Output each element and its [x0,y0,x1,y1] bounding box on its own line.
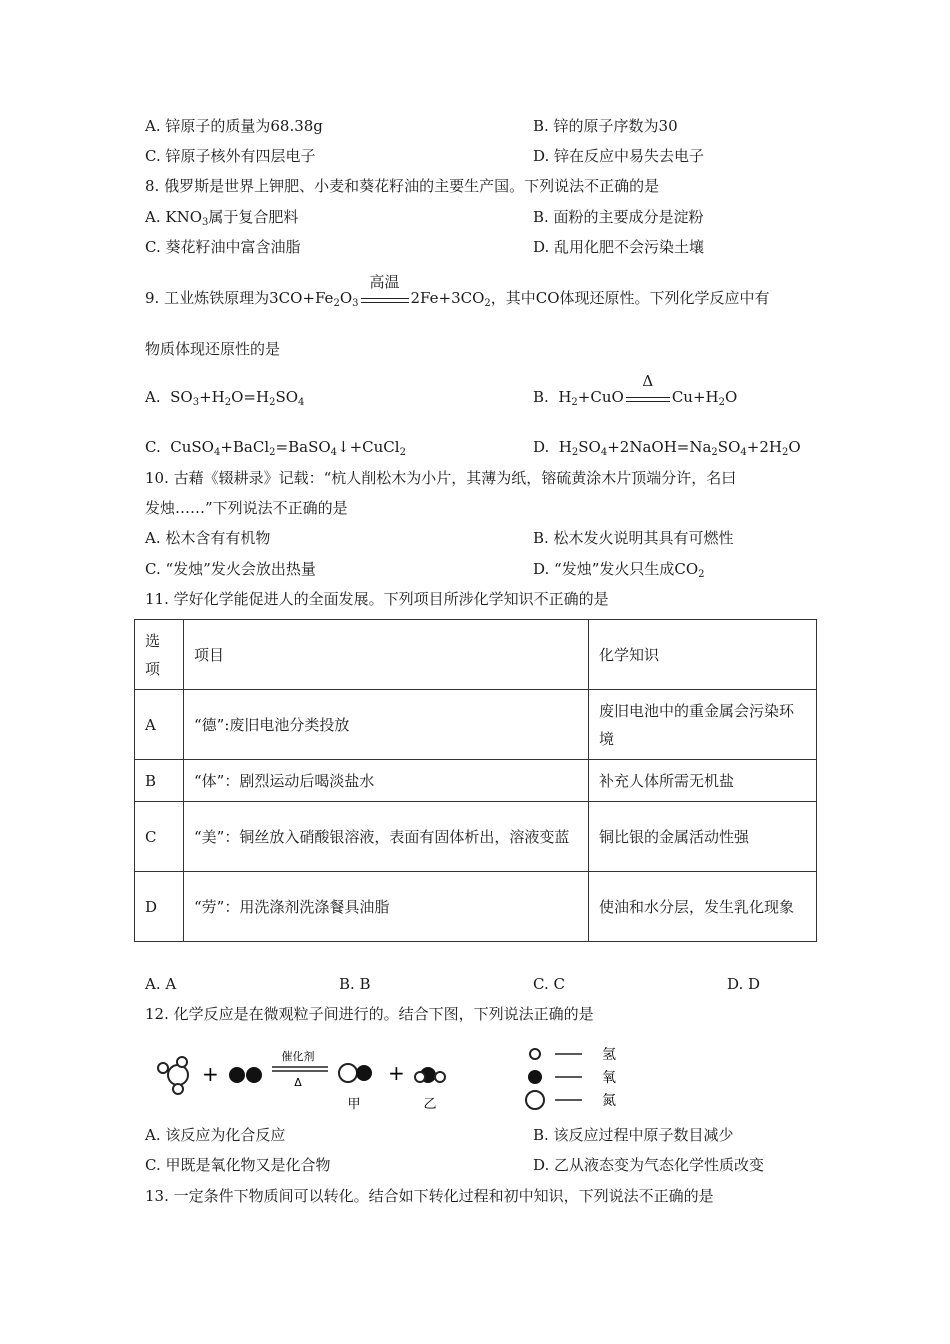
row-item: “美”：铜丝放入硝酸银溶液，表面有固体析出，溶液变蓝 [184,802,589,872]
row-option: D [135,872,184,942]
q10-option-a: A. 松木含有有机物 [145,529,271,547]
q8-option-c: C. 葵花籽油中富含油脂 [145,238,301,256]
q12-stem: 12. 化学反应是在微观粒子间进行的。结合下图，下列说法正确的是 [145,1005,594,1023]
row-item: “劳”：用洗涤剂洗涤餐具油脂 [184,872,589,942]
q12-option-c: C. 甲既是氧化物又是化合物 [145,1156,331,1174]
svg-text:+: + [388,1061,405,1085]
label-jia: 甲 [347,1097,361,1112]
heat-condition: Δ [626,387,670,407]
q10-stem: 10. 古藉《辍耕录》记载：“杭人削松木为小片，其薄为纸，镕硫黄涂木片顶端分许，名曰 [145,469,737,487]
row-option: A [135,690,184,760]
q8-option-a: A. $KNO_3$属于复合肥料 [145,208,299,228]
q9-option-c: C. CuSO$_4$+BaCl$_2$=BaSO$_4$↓+CuCl$_2$ [145,438,406,458]
q10-option-d: D. “发烛”发火只生成$CO_2$ [533,560,705,580]
legend-o: 氧 [602,1070,616,1086]
row-item: “德”:废旧电池分类投放 [184,690,589,760]
q9-option-d: D. $H_2SO_4+2NaOH=Na_2SO_4+2H_2O$ [533,438,801,458]
reaction-diagram [150,1040,630,1120]
legend-n: 氮 [602,1093,616,1109]
q10-option-c: C. “发烛”发火会放出热量 [145,560,316,578]
q8-option-d: D. 乱用化肥不会污染土壤 [533,238,705,256]
q10-option-b: B. 松木发火说明其具有可燃性 [533,529,734,547]
header-item: 项目 [184,620,589,690]
q11-stem: 11. 学好化学能促进人的全面发展。下列项目所涉化学知识不正确的是 [145,590,609,608]
q9-stem-line2: 物质体现还原性的是 [145,340,281,358]
header-option: 选 项 [135,620,184,690]
q11-answer-a: A. A [145,975,177,993]
table-row [135,690,817,760]
knowledge-table [134,619,817,942]
q13-stem: 13. 一定条件下物质间可以转化。结合如下转化过程和初中知识，下列说法不正确的是 [145,1187,714,1205]
table-row [135,802,817,872]
q11-answer-d: D. D [727,975,761,993]
row-option: B [135,760,184,802]
table-row [135,760,817,802]
row-item: “体”：剧烈运动后喝淡盐水 [184,760,589,802]
svg-text:+: + [202,1062,219,1086]
q7-option-d: D. 锌在反应中易失去电子 [533,147,705,165]
q9-option-b: B. $H_2+CuO$ Δ $Cu+H_2O$ [533,372,738,408]
q8-stem: 8. 俄罗斯是世界上钾肥、小麦和葵花籽油的主要生产国。下列说法不正确的是 [145,177,660,195]
catalyst-label: 催化剂 [281,1050,315,1063]
q12-option-d: D. 乙从液态变为气态化学性质改变 [533,1156,765,1174]
row-knowledge: 废旧电池中的重金属会污染环境 [589,690,817,760]
row-knowledge: 铜比银的金属活动性强 [589,802,817,872]
row-option: C [135,802,184,872]
q7-option-a: A. 锌原子的质量为68.38g [145,117,323,135]
row-knowledge: 使油和水分层，发生乳化现象 [589,872,817,942]
q9-option-a: A. $SO_3+H_2O=H_2SO_4$ [145,388,305,408]
table-row [135,872,817,942]
q11-answer-c: C. C [533,975,565,993]
q8-option-b: B. 面粉的主要成分是淀粉 [533,208,704,226]
q10-stem-line2: 发烛……”下列说法不正确的是 [145,499,348,517]
q12-option-b: B. 该反应过程中原子数目减少 [533,1126,734,1144]
q12-option-a: A. 该反应为化合反应 [145,1126,286,1144]
q7-option-c: C. 锌原子核外有四层电子 [145,147,316,165]
q7-option-b: B. 锌的原子序数为30 [533,117,678,135]
diagram-legend [526,1047,616,1109]
heat-label: Δ [294,1076,302,1089]
table-header-row [135,620,817,690]
header-knowledge: 化学知识 [589,620,817,690]
legend-h: 氢 [602,1047,616,1063]
label-yi: 乙 [423,1097,437,1112]
row-knowledge: 补充人体所需无机盐 [589,760,817,802]
reaction-condition: 高温 [361,288,409,308]
q11-answer-b: B. B [339,975,371,993]
q9-stem: 9. 工业炼铁原理为$3CO+Fe_2O_3$ 高温 $2Fe+3CO_2$，其中CO体现还原性。下列化学反应中有 [145,273,770,309]
